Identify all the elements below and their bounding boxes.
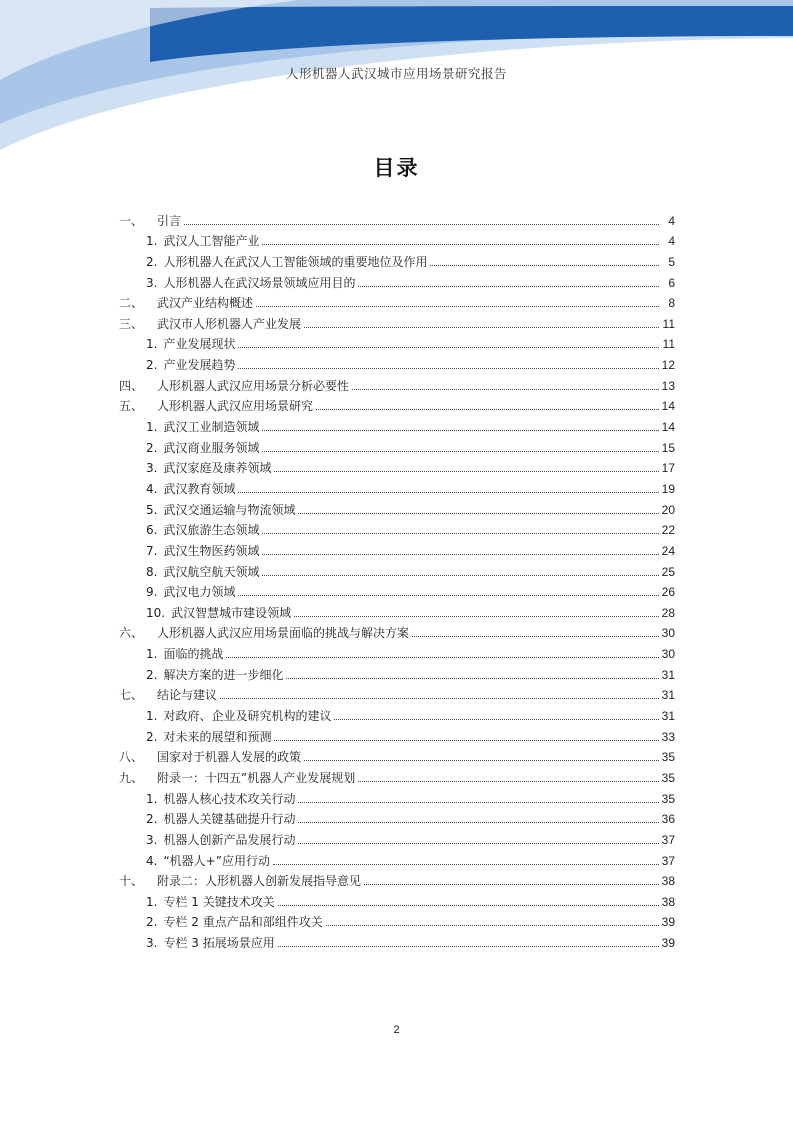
toc-dot-leader	[316, 409, 659, 410]
toc-entry[interactable]	[119, 270, 675, 291]
toc-dot-leader	[358, 781, 659, 782]
toc-entry-title: 结论与建议	[157, 688, 218, 703]
toc-dot-leader	[220, 698, 659, 699]
toc-entry-title: 武汉家庭及康养领域	[163, 461, 272, 476]
toc-dot-leader	[364, 884, 659, 885]
toc-entry-page: 39	[661, 915, 675, 930]
table-of-contents	[119, 208, 675, 951]
toc-dot-leader	[262, 430, 659, 431]
toc-entry-page: 14	[661, 420, 675, 435]
toc-entry-page: 22	[661, 523, 675, 538]
toc-entry-number: 2.	[146, 729, 158, 744]
toc-entry-number: 五、	[119, 399, 144, 414]
toc-entry-title: 人形机器人武汉应用场景分析必要性	[157, 378, 350, 393]
toc-entry[interactable]	[119, 662, 675, 683]
toc-entry-page: 4	[668, 213, 675, 228]
toc-entry-number: 9.	[146, 585, 158, 600]
toc-entry-page: 6	[668, 275, 675, 290]
toc-dot-leader	[278, 905, 659, 906]
toc-entry-page: 15	[661, 440, 675, 455]
toc-entry-title: 引言	[157, 213, 182, 228]
toc-entry-page: 35	[661, 770, 675, 785]
toc-entry[interactable]	[119, 910, 675, 931]
toc-entry-number: 3.	[146, 461, 158, 476]
toc-entry-number: 4.	[146, 481, 158, 496]
toc-entry[interactable]	[119, 456, 675, 477]
toc-entry-page: 12	[661, 358, 675, 373]
toc-entry-title: 专栏 2 重点产品和部组件攻关	[163, 915, 323, 930]
toc-dot-leader	[274, 471, 659, 472]
toc-entry[interactable]	[119, 827, 675, 848]
toc-entry-title: 对未来的展望和预测	[163, 729, 272, 744]
toc-entry-page: 35	[661, 791, 675, 806]
toc-dot-leader	[334, 719, 659, 720]
page-title: 目录	[373, 156, 420, 180]
page-number: 2	[393, 1024, 400, 1036]
toc-entry-number: 1.	[146, 791, 158, 806]
toc-entry-number: 2.	[146, 667, 158, 682]
toc-entry-page: 24	[661, 543, 675, 558]
toc-entry-page: 30	[661, 647, 675, 662]
toc-dot-leader	[298, 513, 659, 514]
toc-entry-title: 解决方案的进一步细化	[163, 667, 284, 682]
toc-entry-number: 四、	[119, 378, 144, 393]
toc-entry-page: 35	[661, 750, 675, 765]
toc-entry[interactable]	[119, 683, 675, 704]
toc-dot-leader	[262, 451, 659, 452]
toc-dot-leader	[238, 492, 659, 493]
toc-entry[interactable]	[119, 476, 675, 497]
toc-entry[interactable]	[119, 724, 675, 745]
toc-entry-title: 专栏 1 关键技术攻关	[163, 894, 275, 909]
toc-entry[interactable]	[119, 394, 675, 415]
toc-dot-leader	[262, 554, 659, 555]
toc-entry-title: 对政府、企业及研究机构的建议	[163, 709, 332, 724]
toc-entry-page: 14	[661, 399, 675, 414]
toc-dot-leader	[298, 802, 659, 803]
toc-entry-page: 5	[668, 254, 675, 269]
toc-entry-title: 武汉生物医药领域	[163, 543, 260, 558]
toc-entry[interactable]	[119, 352, 675, 373]
toc-dot-leader	[294, 616, 659, 617]
toc-entry[interactable]	[119, 311, 675, 332]
toc-dot-leader	[262, 533, 659, 534]
toc-entry-title: 人形机器人在武汉人工智能领域的重要地位及作用	[163, 254, 428, 269]
toc-entry-page: 31	[661, 667, 675, 682]
toc-entry[interactable]	[119, 249, 675, 270]
toc-entry-number: 二、	[119, 296, 144, 311]
toc-entry[interactable]	[119, 559, 675, 580]
toc-entry-page: 38	[661, 894, 675, 909]
toc-dot-leader	[298, 843, 659, 844]
toc-entry-number: 3.	[146, 832, 158, 847]
toc-entry-title: 武汉教育领域	[163, 481, 236, 496]
toc-entry-number: 1.	[146, 234, 158, 249]
toc-entry-number: 十、	[119, 874, 144, 889]
toc-entry-title: 产业发展趋势	[163, 358, 236, 373]
toc-dot-leader	[412, 636, 659, 637]
toc-entry[interactable]	[119, 208, 675, 229]
toc-entry-page: 31	[661, 688, 675, 703]
toc-entry[interactable]	[119, 373, 675, 394]
toc-dot-leader	[304, 760, 659, 761]
toc-dot-leader	[238, 368, 659, 369]
toc-entry-page: 28	[661, 605, 675, 620]
toc-dot-leader	[256, 306, 659, 307]
toc-entry-page: 19	[661, 481, 675, 496]
toc-entry-number: 4.	[146, 853, 158, 868]
toc-entry-page: 8	[668, 296, 675, 311]
toc-entry-page: 11	[662, 337, 675, 352]
toc-entry-title: 武汉产业结构概述	[157, 296, 254, 311]
toc-entry-page: 31	[661, 709, 675, 724]
toc-entry-title: 国家对于机器人发展的政策	[157, 750, 302, 765]
toc-entry-title: 专栏 3 拓展场景应用	[163, 936, 275, 951]
toc-entry-title: 人形机器人在武汉场景领域应用目的	[163, 275, 356, 290]
header-title: 人形机器人武汉城市应用场景研究报告	[285, 66, 507, 81]
toc-entry-number: 10.	[146, 605, 166, 620]
toc-entry[interactable]	[119, 414, 675, 435]
toc-entry-number: 六、	[119, 626, 144, 641]
toc-entry-title: 武汉电力领域	[163, 585, 236, 600]
toc-entry-title: 面临的挑战	[163, 647, 224, 662]
toc-entry[interactable]	[119, 518, 675, 539]
toc-entry-number: 2.	[146, 440, 158, 455]
toc-entry-title: 武汉智慧城市建设领域	[171, 605, 292, 620]
toc-entry-number: 5.	[146, 502, 158, 517]
toc-entry[interactable]	[119, 889, 675, 910]
toc-entry-number: 九、	[119, 770, 144, 785]
toc-dot-leader	[358, 286, 659, 287]
toc-dot-leader	[262, 575, 659, 576]
toc-entry-page: 11	[662, 316, 675, 331]
toc-entry-number: 7.	[146, 543, 158, 558]
toc-dot-leader	[184, 224, 659, 225]
toc-entry-number: 8.	[146, 564, 158, 579]
toc-entry[interactable]	[119, 930, 675, 951]
toc-entry-page: 26	[661, 585, 675, 600]
toc-entry[interactable]	[119, 332, 675, 353]
toc-entry-number: 一、	[119, 213, 144, 228]
toc-entry-title: 人形机器人武汉应用场景面临的挑战与解决方案	[157, 626, 410, 641]
toc-entry-page: 37	[661, 832, 675, 847]
toc-entry-number: 1.	[146, 337, 158, 352]
toc-entry-page: 25	[661, 564, 675, 579]
toc-entry-page: 4	[668, 234, 675, 249]
toc-entry[interactable]	[119, 538, 675, 559]
toc-entry[interactable]	[119, 580, 675, 601]
toc-entry[interactable]	[119, 641, 675, 662]
toc-entry-title: 武汉市人形机器人产业发展	[157, 316, 302, 331]
toc-entry[interactable]	[119, 786, 675, 807]
toc-entry[interactable]	[119, 435, 675, 456]
toc-entry[interactable]	[119, 621, 675, 642]
toc-entry-title: 武汉旅游生态领域	[163, 523, 260, 538]
toc-entry-number: 6.	[146, 523, 158, 538]
toc-entry-title: “机器人+”应用行动	[163, 853, 270, 868]
toc-entry[interactable]	[119, 869, 675, 890]
toc-entry-title: 附录一：十四五”机器人产业发展规划	[157, 770, 356, 785]
toc-entry-title: 武汉航空航天领域	[163, 564, 260, 579]
toc-entry-title: 机器人创新产品发展行动	[163, 832, 296, 847]
toc-entry[interactable]	[119, 703, 675, 724]
toc-entry[interactable]	[119, 745, 675, 766]
toc-entry-number: 2.	[146, 812, 158, 827]
toc-entry-title: 人形机器人武汉应用场景研究	[157, 399, 314, 414]
toc-entry-page: 30	[661, 626, 675, 641]
toc-entry[interactable]	[119, 291, 675, 312]
toc-dot-leader	[274, 740, 659, 741]
toc-entry-number: 七、	[119, 688, 144, 703]
toc-entry-page: 20	[661, 502, 675, 517]
toc-entry-page: 13	[661, 378, 675, 393]
toc-entry[interactable]	[119, 229, 675, 250]
toc-entry-number: 3.	[146, 275, 158, 290]
toc-entry-title: 机器人核心技术攻关行动	[163, 791, 296, 806]
toc-entry-number: 2.	[146, 358, 158, 373]
toc-entry-title: 武汉工业制造领域	[163, 420, 260, 435]
toc-entry-number: 八、	[119, 750, 144, 765]
toc-entry[interactable]	[119, 600, 675, 621]
toc-entry-page: 17	[661, 461, 675, 476]
toc-entry-number: 2.	[146, 915, 158, 930]
toc-entry-title: 武汉交通运输与物流领域	[163, 502, 296, 517]
toc-dot-leader	[278, 946, 659, 947]
toc-dot-leader	[238, 347, 659, 348]
toc-entry-title: 附录二：人形机器人创新发展指导意见	[157, 874, 362, 889]
toc-entry[interactable]	[119, 765, 675, 786]
toc-entry-number: 1.	[146, 420, 158, 435]
toc-dot-leader	[298, 822, 659, 823]
toc-dot-leader	[262, 244, 659, 245]
toc-dot-leader	[304, 327, 659, 328]
toc-dot-leader	[226, 657, 659, 658]
toc-entry-number: 三、	[119, 316, 144, 331]
toc-entry-number: 1.	[146, 647, 158, 662]
toc-entry[interactable]	[119, 807, 675, 828]
toc-dot-leader	[273, 864, 659, 865]
toc-entry[interactable]	[119, 848, 675, 869]
toc-entry-number: 3.	[146, 936, 158, 951]
toc-entry-title: 武汉人工智能产业	[163, 234, 260, 249]
toc-dot-leader	[326, 925, 659, 926]
toc-entry-page: 39	[661, 936, 675, 951]
toc-entry-number: 1.	[146, 709, 158, 724]
toc-dot-leader	[352, 389, 659, 390]
toc-dot-leader	[286, 678, 659, 679]
toc-entry[interactable]	[119, 497, 675, 518]
toc-dot-leader	[238, 595, 659, 596]
toc-entry-page: 33	[661, 729, 675, 744]
toc-dot-leader	[430, 265, 659, 266]
toc-entry-number: 2.	[146, 254, 158, 269]
toc-entry-title: 武汉商业服务领域	[163, 440, 260, 455]
toc-entry-title: 产业发展现状	[163, 337, 236, 352]
toc-entry-page: 38	[661, 874, 675, 889]
toc-entry-page: 36	[661, 812, 675, 827]
toc-entry-page: 37	[661, 853, 675, 868]
toc-entry-number: 1.	[146, 894, 158, 909]
toc-entry-title: 机器人关键基础提升行动	[163, 812, 296, 827]
